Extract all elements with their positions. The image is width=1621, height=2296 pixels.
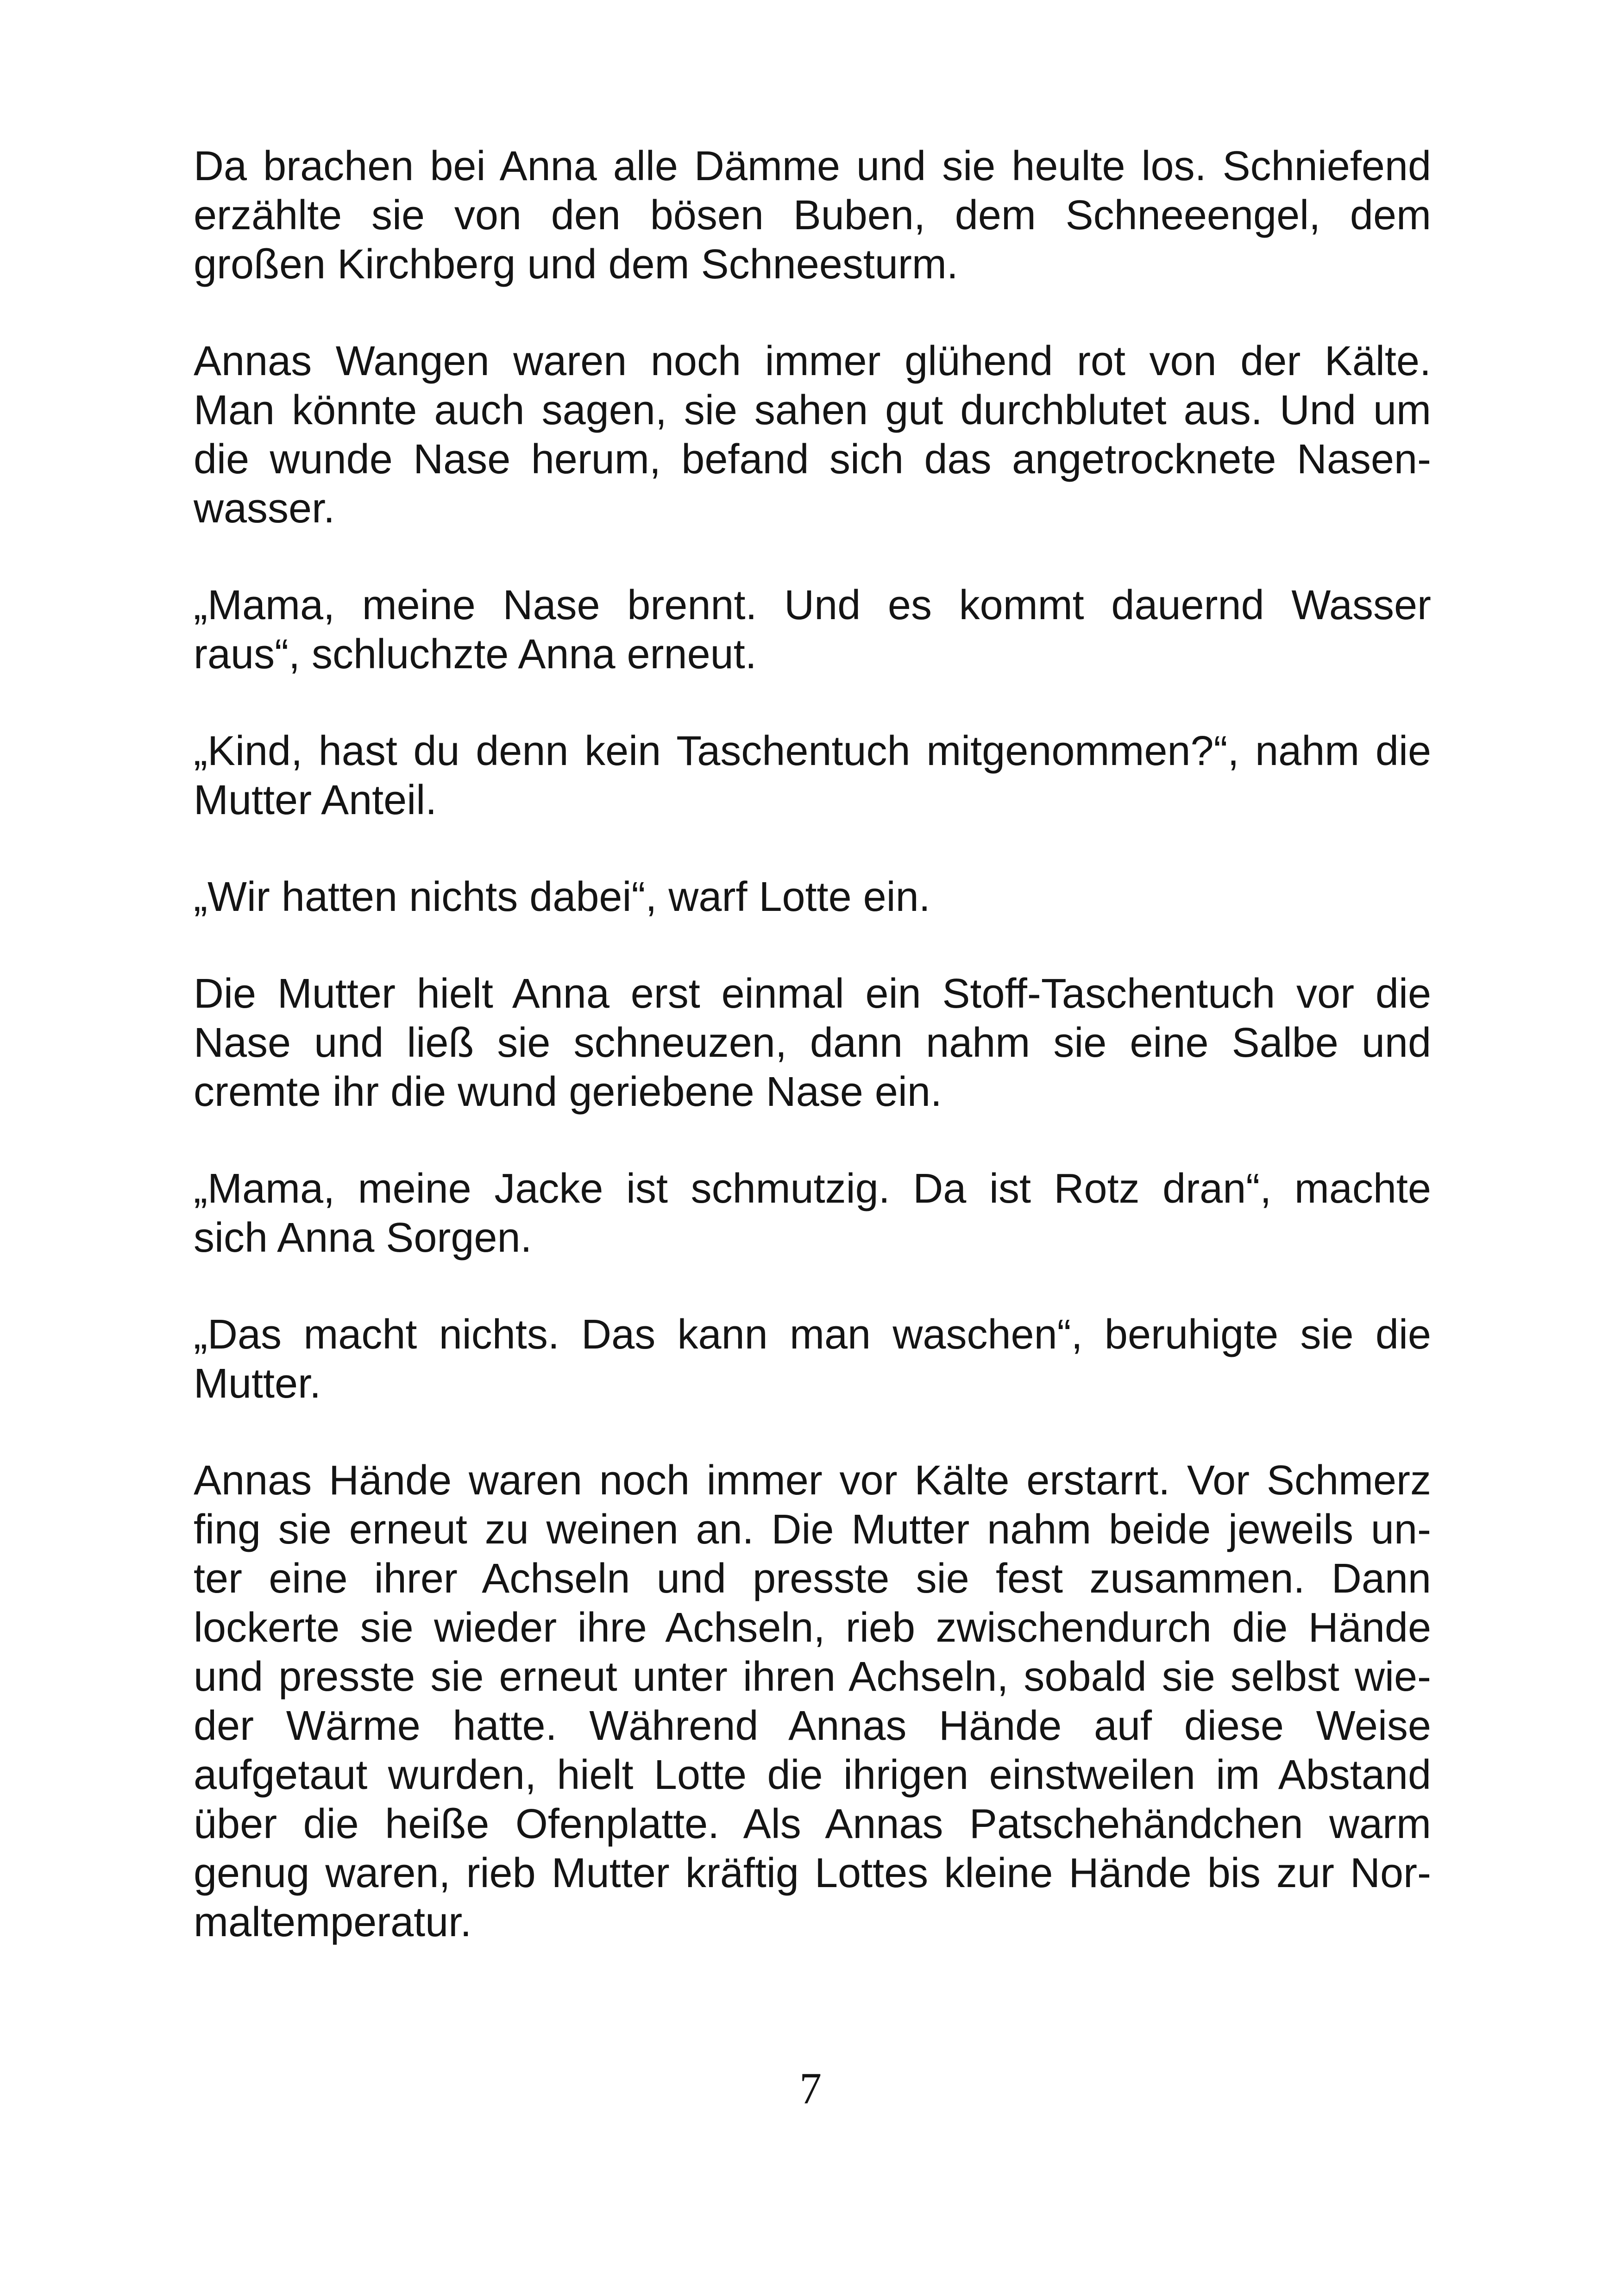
text-line: „Mama, meine Nase brennt. Und es kommt dauernd Wasser — [194, 582, 1431, 628]
text-line: wasser. — [194, 485, 335, 532]
paragraph-6 — [194, 969, 1431, 1117]
text-line: Da brachen bei Anna alle Dämme und sie heulte los. Schniefend — [194, 143, 1431, 189]
text-line: Die Mutter hielt Anna erst einmal ein Stoff-Taschentuch vor die — [194, 971, 1431, 1017]
text-line: „Kind, hast du denn kein Taschentuch mitgenommen?“, nahm die — [194, 728, 1431, 774]
text-line: die wunde Nase herum, befand sich das angetrocknete Nasen- — [194, 436, 1431, 483]
text-line: sich Anna Sorgen. — [194, 1215, 532, 1261]
text-line: und presste sie erneut unter ihren Achseln, sobald sie selbst wie- — [194, 1654, 1431, 1700]
text-line: Man könnte auch sagen, sie sahen gut durchblutet aus. Und um — [194, 387, 1431, 433]
text-line: fing sie erneut zu weinen an. Die Mutter nahm beide jeweils un- — [194, 1506, 1431, 1553]
text-line: „Das macht nichts. Das kann man waschen“, beruhigte sie die — [194, 1311, 1431, 1358]
text-line: großen Kirchberg und dem Schneesturm. — [194, 241, 958, 288]
paragraph-9 — [194, 1456, 1431, 1947]
paragraph-3 — [194, 581, 1431, 679]
text-line: ter eine ihrer Achseln und presste sie fest zusammen. Dann — [194, 1556, 1431, 1602]
text-line: Annas Hände waren noch immer vor Kälte erstarrt. Vor Schmerz — [194, 1457, 1431, 1504]
text-line: raus“, schluchzte Anna erneut. — [194, 631, 757, 678]
text-line: Mutter Anteil. — [194, 777, 437, 823]
paragraph-8 — [194, 1310, 1431, 1408]
text-line: lockerte sie wieder ihre Achseln, rieb zwischendurch die Hände — [194, 1605, 1431, 1651]
paragraph-5 — [194, 872, 1431, 922]
text-line: „Wir hatten nichts dabei“, warf Lotte ein. — [194, 874, 930, 920]
text-line: aufgetaut wurden, hielt Lotte die ihrigen einstweilen im Abstand — [194, 1752, 1431, 1798]
text-line: Nase und ließ sie schneuzen, dann nahm sie eine Salbe und — [194, 1020, 1431, 1066]
text-line: über die heiße Ofenplatte. Als Annas Patschehändchen warm — [194, 1801, 1431, 1847]
text-line: „Mama, meine Jacke ist schmutzig. Da ist Rotz dran“, machte — [194, 1166, 1431, 1212]
paragraph-2 — [194, 337, 1431, 533]
text-line: cremte ihr die wund geriebene Nase ein. — [194, 1069, 942, 1115]
paragraph-7 — [194, 1164, 1431, 1262]
text-line: genug waren, rieb Mutter kräftig Lottes kleine Hände bis zur Nor- — [194, 1850, 1431, 1896]
text-line: Annas Wangen waren noch immer glühend rot von der Kälte. — [194, 338, 1431, 384]
text-line: erzählte sie von den bösen Buben, dem Schneeengel, dem — [194, 192, 1431, 238]
text-line: maltemperatur. — [194, 1899, 472, 1945]
text-line: Mutter. — [194, 1361, 321, 1407]
paragraph-4 — [194, 727, 1431, 825]
paragraph-1 — [194, 142, 1431, 289]
page-number: 7 — [799, 2064, 822, 2113]
body-text — [194, 142, 1431, 1995]
text-line: der Wärme hatte. Während Annas Hände auf diese Weise — [194, 1703, 1431, 1749]
